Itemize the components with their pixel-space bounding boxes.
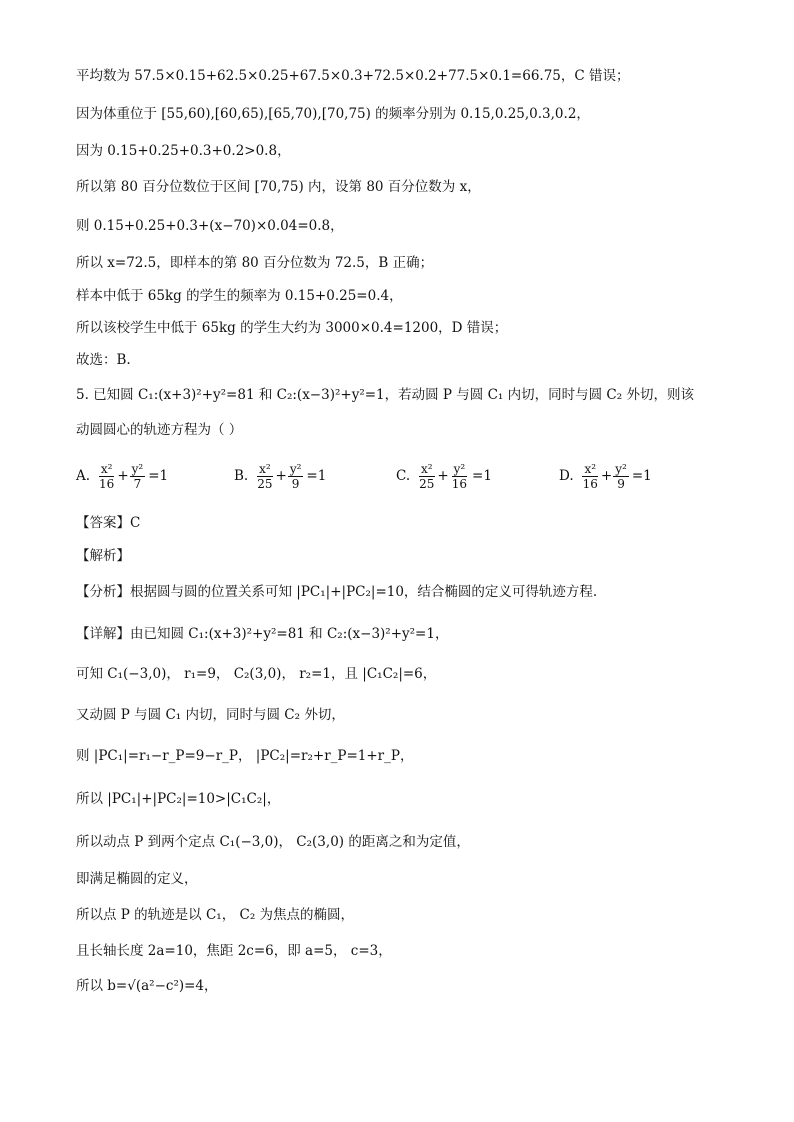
answer-line: 【答案】C (76, 515, 141, 531)
text-line: 所以点 P 的轨迹是以 C₁， C₂ 为焦点的椭圆， (76, 907, 355, 923)
option-label: A. (76, 468, 91, 484)
text-line: 所以 |PC₁|+|PC₂|=10>|C₁C₂|， (76, 791, 281, 807)
text-line: 所以 b=√(a²−c²)=4， (76, 978, 218, 994)
text-line: 故选：B. (76, 352, 131, 368)
fraction: $\frac{\text{x²}}{25}$ (257, 461, 273, 491)
text-line: 又动圆 P 与圆 C₁ 内切，同时与圆 C₂ 外切， (76, 707, 345, 723)
option-b (234, 456, 326, 496)
option-d (559, 456, 652, 496)
fraction: $\frac{\text{y²}}{9}$ (289, 461, 302, 491)
option-label: B. (234, 468, 249, 484)
question-stem: 动圆圆心的轨迹方程为（ ） (76, 422, 243, 438)
analysis-line: 【分析】根据圆与圆的位置关系可知 |PC₁|+|PC₂|=10，结合椭圆的定义可得轨迹方程. (76, 584, 598, 600)
text-line: 所以动点 P 到两个定点 C₁(−3,0)， C₂(3,0) 的距离之和为定值， (76, 834, 470, 850)
fraction: $\frac{\text{x²}}{25}$ (419, 461, 435, 491)
text-line: 则 0.15+0.25+0.3+(x−70)×0.04=0.8， (76, 218, 344, 234)
option-rest: =1 (148, 468, 169, 484)
text-line: 所以该校学生中低于 65kg 的学生大约为 3000×0.4=1200，D 错误； (76, 320, 508, 336)
option-rest: =1 (306, 468, 327, 484)
text-line: 则 |PC₁|=r₁−r_P=9−r_P， |PC₂|=r₂+r_P=1+r_P， (76, 748, 414, 764)
text-line: 且长轴长度 2a=10，焦距 2c=6，即 a=5， c=3， (76, 943, 392, 959)
plus-sign: + (275, 468, 287, 484)
plus-sign: + (117, 468, 129, 484)
text-line: 【详解】由已知圆 C₁:(x+3)²+y²=81 和 C₂:(x−3)²+y²=1， (76, 626, 449, 642)
text-line: 平均数为 57.5×0.15+62.5×0.25+67.5×0.3+72.5×0.2+77.5×0.1=66.75，C 错误； (76, 68, 630, 84)
option-label: C. (396, 468, 411, 484)
fraction: $\frac{\text{y²}}{9}$ (615, 461, 627, 491)
text-line: 所以 x=72.5，即样本的第 80 百分位数为 72.5，B 正确； (76, 255, 434, 271)
option-rest: =1 (472, 468, 492, 484)
answer-options (76, 456, 716, 496)
fraction: $\frac{\text{y²}}{7}$ (131, 461, 144, 491)
option-a (76, 456, 168, 496)
fraction: $\frac{\text{y²}}{16}$ (451, 461, 468, 491)
text-line: 所以第 80 百分位数位于区间 [70,75) 内，设第 80 百分位数为 x， (76, 179, 481, 195)
text-line: 因为体重位于 [55,60),[60,65),[65,70),[70,75) 的频率分别为 0.15,0.25,0.3,0.2， (76, 106, 590, 122)
section-heading: 【解析】 (76, 548, 130, 564)
plus-sign: + (437, 468, 449, 484)
text-line: 即满足椭圆的定义， (76, 871, 198, 887)
option-rest: =1 (631, 468, 652, 484)
plus-sign: + (600, 468, 613, 484)
fraction: $\frac{\text{x²}}{16}$ (99, 461, 115, 491)
text-line: 样本中低于 65kg 的学生的频率为 0.15+0.25=0.4， (76, 288, 403, 304)
option-label: D. (559, 468, 574, 484)
text-line: 可知 C₁(−3,0)， r₁=9， C₂(3,0)， r₂=1，且 |C₁C₂|=6， (76, 666, 437, 682)
question-stem: 5. 已知圆 C₁:(x+3)²+y²=81 和 C₂:(x−3)²+y²=1，若动圆 P 与圆 C₁ 内切，同时与圆 C₂ 外切，则该 (76, 387, 694, 403)
text-line: 因为 0.15+0.25+0.3+0.2>0.8， (76, 143, 291, 159)
fraction: $\frac{\text{x²}}{16}$ (582, 461, 598, 491)
option-c (396, 456, 492, 496)
